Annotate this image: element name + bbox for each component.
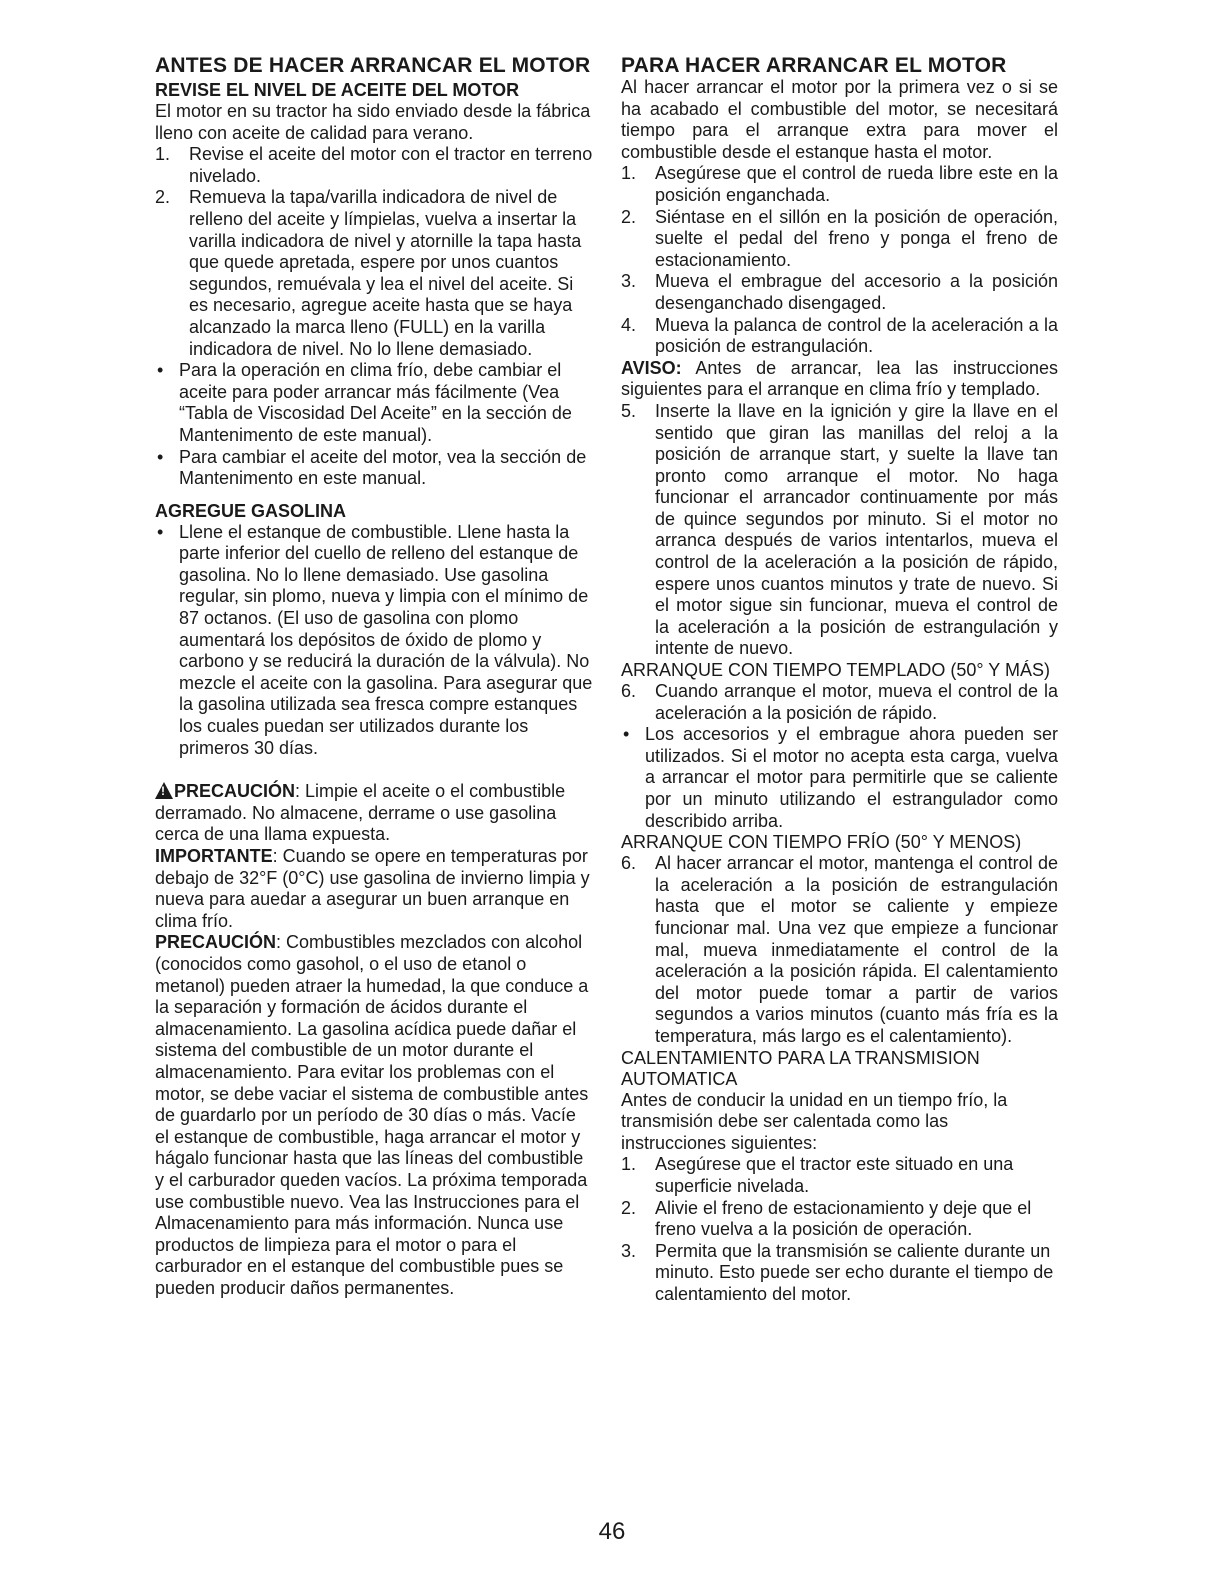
step-number: 2. <box>621 206 637 227</box>
step-number: 6. <box>621 681 637 702</box>
caution-notice-2 <box>155 932 593 1299</box>
step-text: Asegúrese que el control de rueda libre este en la posición enganchada. <box>655 163 1058 205</box>
step-number: 6. <box>621 853 637 874</box>
warm-weather-heading: ARRANQUE CON TIEMPO TEMPLADO (50° Y MÁS) <box>621 660 1050 681</box>
list-item <box>621 207 1058 272</box>
list-item <box>621 1241 1058 1306</box>
cold-weather-heading: ARRANQUE CON TIEMPO FRÍO (50° Y MENOS) <box>621 832 1022 853</box>
page-number: 46 <box>598 1518 626 1545</box>
step-number: 2. <box>621 1197 637 1218</box>
list-item <box>621 401 1058 660</box>
list-item <box>155 187 593 360</box>
bullet-icon: • <box>157 360 164 381</box>
section-title-starting-engine: PARA HACER ARRANCAR EL MOTOR <box>621 54 1007 77</box>
step-text: Asegúrese que el tractor este situado en una superficie nivelada. <box>655 1154 1014 1196</box>
start-steps-list <box>621 163 1058 357</box>
oil-steps-list <box>155 144 593 360</box>
transmission-steps-list <box>621 1154 1058 1305</box>
step-text: Siéntase en el sillón en la posición de operación, suelte el pedal del freno y ponga el freno de estacionamiento. <box>655 206 1058 270</box>
bullet-text: Para cambiar el aceite del motor, vea la sección de Mantenimento en este manual. <box>179 446 587 489</box>
notice-text: Antes de arrancar, lea las instrucciones siguientes para el arranque en clima frío y templado. <box>621 357 1058 400</box>
bullet-icon: • <box>157 446 164 467</box>
step-number: 5. <box>621 400 637 421</box>
bullet-text: Llene el estanque de combustible. Llene hasta la parte inferior del cuello de relleno del estanque de gasolina. No lo llene demasiado. Use gasolina regular, sin plomo, nueva y limpia con el mínimo de 87 octanos. (El uso de gasolina con plomo aumentará los depósitos de óxido de plomo y carbono y se reducirá la duración de la válvula). No mezcle el aceite con la gasolina. Para asegurar que la gasolina utilizada sea fresca compre estanques los cuales puedan ser utilizados durante los primeros 30 días. <box>179 521 593 758</box>
list-item <box>621 853 1058 1047</box>
transmission-warmup-heading: CALENTAMIENTO PARA LA TRANSMISION AUTOMATICA <box>621 1047 980 1089</box>
step-number: 1. <box>621 163 637 184</box>
step-number: 1. <box>621 1154 637 1175</box>
list-item <box>621 1154 1058 1197</box>
caution-notice <box>155 781 593 846</box>
bullet-text: Para la operación en clima frío, debe cambiar el aceite para poder arrancar más fácilmente (Vea “Tabla de Viscosidad Del Aceite” en la sección de Mantenimento de este manual). <box>179 360 572 445</box>
right-column <box>621 54 1058 1305</box>
oil-intro: El motor en su tractor ha sido enviado desde la fábrica lleno con aceite de calidad para verano. <box>155 101 591 143</box>
caution-label: PRECAUCIÓN <box>155 932 277 953</box>
warning-icon <box>155 782 173 799</box>
list-item <box>621 315 1058 358</box>
left-column <box>155 54 593 1299</box>
step-text: Inserte la llave en la ignición y gire la llave en el sentido que giran las manillas del reloj a la posición de arranque start, y suelte la llave tan pronto como arranque el motor. No haga funcionar el arrancador continuamente por más de quince segundos por minuto. Si el motor no arranca después de varios intentarlos, mueva el control de la aceleración a la posición de rápido, espere unos cuantos minutos y trate de nuevo. Si el motor sigue sin funcionar, mueva el control de la aceleración a la posición de estrangulación y intente de nuevo. <box>655 400 1058 659</box>
oil-check-heading: REVISE EL NIVEL DE ACEITE DEL MOTOR <box>155 80 520 100</box>
start-intro: Al hacer arrancar el motor por la primera vez o si se ha acabado el combustible del motor, se necesitará tiempo para el arranque extra para mover el combustible desde el estanque hasta el motor. <box>621 77 1058 162</box>
bullet-text: Los accesorios y el embrague ahora pueden ser utilizados. Si el motor no acepta esta carga, vuelva a arrancar el motor para permitirle que se caliente por un minuto utilizando el estrangulador como describido arriba. <box>645 724 1058 831</box>
step-number: 3. <box>621 271 637 292</box>
bullet-icon: • <box>623 724 630 745</box>
transmission-intro: Antes de conducir la unidad en un tiempo frío, la transmisión debe ser calentada como las instrucciones siguientes: <box>621 1089 1008 1153</box>
list-item <box>621 271 1058 314</box>
add-fuel-heading: AGREGUE GASOLINA <box>155 500 347 521</box>
bullet-icon: • <box>157 521 164 542</box>
list-item <box>621 163 1058 206</box>
section-title-before-starting: ANTES DE HACER ARRANCAR EL MOTOR <box>155 54 591 77</box>
notice-label: AVISO: <box>621 357 682 378</box>
step-text: Al hacer arrancar el motor, mantenga el control de la aceleración a la posición de estrangulación hasta que el motor se caliente y empieze funcionar mal. Una vez que empieze a funcionar mal, mueva inmediatamente el control de la aceleración a la posición rápida. El calentamiento del motor puede tomar a partir de varios segundos a varios minutos (cuanto más fría es la temperatura, más largo es el calentamiento). <box>655 853 1058 1046</box>
list-item <box>621 681 1058 724</box>
step-text: Revise el aceite del motor con el tractor en terreno nivelado. <box>189 144 593 186</box>
step-text: Remueva la tapa/varilla indicadora de nivel de relleno del aceite y límpielas, vuelva a insertar la varilla indicadora de nivel y atornille la tapa hasta que quede apretada, espere por unos cuantos segundos, remuévala y lea el nivel del aceite. Si es necesario, agregue aceite hasta que se haya alcanzado la marca lleno (FULL) en la varilla indicadora de nivel. No lo llene demasiado. <box>189 187 582 359</box>
list-item <box>155 360 593 446</box>
caution-text: : Combustibles mezclados con alcohol (conocidos como gasohol, o el uso de etanol o metanol) pueden atraer la humedad, la que conduce a la separación y formación de ácidos durante el almacenamiento. La gasolina acídica puede dañar el sistema del combustible de un motor durante el almacenamiento. Para evitar los problemas con el motor, se debe vaciar el sistema de combustible antes de guardarlo por un período de 30 días o más. Vacíe el estanque de combustible, haga arrancar el motor y hágalo funcionar hasta que las líneas del combustible y el carburador queden vacíos. La próxima temporada use combustible nuevo. Vea las Instrucciones para el Almacenamiento para más información. Nunca use productos de limpieza para el motor o para el carburador en el estanque del combustible pues se pueden producir daños permanentes. <box>155 932 589 1298</box>
step-number: 4. <box>621 314 637 335</box>
step-text: Mueva la palanca de control de la aceleración a la posición de estrangulación. <box>655 314 1058 357</box>
list-item <box>155 447 593 490</box>
step-text: Cuando arranque el motor, mueva el control de la aceleración a la posición de rápido. <box>655 681 1058 723</box>
step-text: Permita que la transmisión se caliente durante un minuto. Esto puede ser echo durante el tiempo de calentamiento del motor. <box>655 1240 1054 1304</box>
list-item <box>621 724 1058 832</box>
important-notice <box>155 846 593 932</box>
step-text: Alivie el freno de estacionamiento y deje que el freno vuelva a la posición de operación. <box>655 1197 1032 1240</box>
step-number: 3. <box>621 1240 637 1261</box>
important-label: IMPORTANTE <box>155 846 273 866</box>
step-number: 1. <box>155 144 171 165</box>
step-number: 2. <box>155 187 171 208</box>
step-text: Mueva el embrague del accesorio a la posición desenganchado disengaged. <box>655 271 1058 313</box>
important-text: : Cuando se opere en temperaturas por debajo de 32°F (0°C) use gasolina de invierno limpia y nueva para auedar a asegurar un buen arranque en clima frío. <box>155 846 590 931</box>
list-item <box>155 522 593 760</box>
caution-text: : Limpie el aceite o el combustible derramado. No almacene, derrame o use gasolina cerca de una llama expuesta. <box>155 781 566 845</box>
caution-label: PRECAUCIÓN <box>174 781 296 802</box>
list-item <box>621 1198 1058 1241</box>
notice-paragraph <box>621 358 1058 401</box>
list-item <box>155 144 593 187</box>
